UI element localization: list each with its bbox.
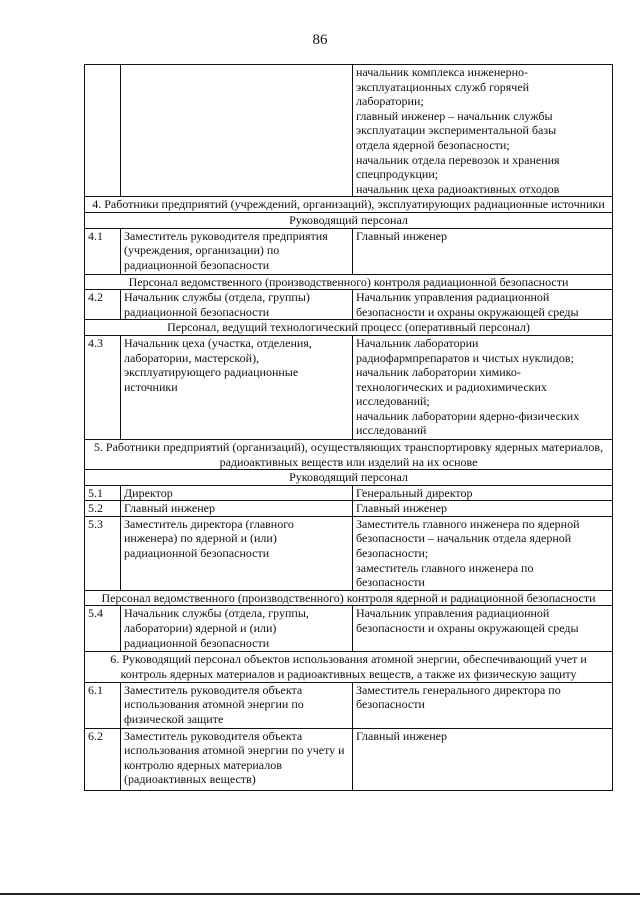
position-cell: Начальник цеха (участка, отделения, лаборатории, мастерской), эксплуатирующего радиационные источники bbox=[121, 335, 353, 439]
list-item: безопасности bbox=[356, 575, 425, 590]
table-row bbox=[85, 290, 613, 320]
table-row bbox=[85, 606, 613, 652]
section-5-header: 5. Работники предприятий (организаций), осуществляющих транспортировку ядерных материалов, радиоактивных веществ или изделий на их основе bbox=[85, 439, 613, 469]
position-cell: Начальник службы (отдела, группы) радиационной безопасности bbox=[121, 290, 353, 320]
subsection-title: Руководящий персонал bbox=[85, 212, 613, 228]
row-number: 6.1 bbox=[85, 682, 121, 728]
row-number: 4.3 bbox=[85, 335, 121, 439]
list-item: начальник цеха радиоактивных отходов bbox=[356, 181, 560, 196]
page-number: 86 bbox=[312, 32, 328, 48]
page-bottom-edge bbox=[0, 893, 640, 895]
row-number: 5.2 bbox=[85, 501, 121, 517]
list-item: исследований; bbox=[356, 394, 430, 409]
row-number: 4.2 bbox=[85, 290, 121, 320]
subsection-title: Персонал, ведущий технологический процесс (оперативный персонал) bbox=[85, 320, 613, 336]
table-row bbox=[85, 335, 613, 439]
list-item: эксплуатационных служб горячей bbox=[356, 79, 530, 94]
table-row bbox=[85, 501, 613, 517]
subsection-row bbox=[85, 590, 613, 606]
table-row bbox=[85, 228, 613, 274]
list-item: безопасности; bbox=[356, 546, 429, 561]
commission-cell: Главный инженер bbox=[353, 228, 613, 274]
list-item: исследований bbox=[356, 423, 427, 438]
position-cell: Заместитель руководителя предприятия (учреждения, организации) по радиационной безопасности bbox=[121, 228, 353, 274]
position-cell: Заместитель руководителя объекта использования атомной энергии по учету и контролю ядерных материалов (радиоактивных веществ) bbox=[121, 728, 353, 790]
table-row bbox=[85, 65, 613, 197]
section-header-row bbox=[85, 439, 613, 469]
list-item: радиофармпрепаратов и чистых нуклидов; bbox=[356, 350, 574, 365]
list-item: заместитель главного инженера по bbox=[356, 560, 534, 575]
list-item: Заместитель главного инженера по ядерной bbox=[356, 516, 580, 531]
personnel-table bbox=[84, 64, 613, 791]
list-item: Начальник лаборатории bbox=[356, 335, 479, 350]
position-cell: Директор bbox=[121, 485, 353, 501]
position-cell: Начальник службы (отдела, группы, лаборатории) ядерной и (или) радиационной безопасности bbox=[121, 606, 353, 652]
commission-cell: Начальник управления радиационной безопасности и охраны окружающей среды bbox=[353, 290, 613, 320]
section-header-row bbox=[85, 652, 613, 682]
commission-cell bbox=[353, 65, 613, 197]
section-header-row bbox=[85, 197, 613, 213]
section-4-header: 4. Работники предприятий (учреждений, организаций), эксплуатирующих радиационные источники bbox=[85, 197, 613, 213]
list-item: эксплуатации экспериментальной базы bbox=[356, 123, 557, 138]
commission-cell: Заместитель генерального директора по безопасности bbox=[353, 682, 613, 728]
list-item: технологических и радиохимических bbox=[356, 379, 547, 394]
commission-cell: Генеральный директор bbox=[353, 485, 613, 501]
commission-cell: Начальник управления радиационной безопасности и охраны окружающей среды bbox=[353, 606, 613, 652]
commission-cell bbox=[353, 516, 613, 590]
list-item: спецпродукции; bbox=[356, 167, 439, 182]
subsection-row bbox=[85, 320, 613, 336]
row-number: 5.4 bbox=[85, 606, 121, 652]
commission-cell: Главный инженер bbox=[353, 728, 613, 790]
subsection-title: Персонал ведомственного (производственного) контроля ядерной и радиационной безопасности bbox=[85, 590, 613, 606]
row-number: 6.2 bbox=[85, 728, 121, 790]
commission-cell bbox=[353, 335, 613, 439]
position-cell: Заместитель директора (главного инженера) по ядерной и (или) радиационной безопасности bbox=[121, 516, 353, 590]
position-cell: Заместитель руководителя объекта использования атомной энергии по физической защите bbox=[121, 682, 353, 728]
subsection-row bbox=[85, 470, 613, 486]
subsection-row bbox=[85, 212, 613, 228]
table-row bbox=[85, 485, 613, 501]
list-item: начальник отдела перевозок и хранения bbox=[356, 152, 560, 167]
list-item: главный инженер – начальник службы bbox=[356, 108, 553, 123]
row-number: 5.3 bbox=[85, 516, 121, 590]
list-item: начальник лаборатории химико- bbox=[356, 365, 521, 380]
list-item: начальник лаборатории ядерно-физических bbox=[356, 408, 580, 423]
list-item: безопасности – начальник отдела ядерной bbox=[356, 531, 572, 546]
number-cell bbox=[85, 65, 121, 197]
list-item: начальник комплекса инженерно- bbox=[356, 65, 528, 79]
list-item: отдела ядерной безопасности; bbox=[356, 137, 510, 152]
subsection-row bbox=[85, 274, 613, 290]
list-item: лаборатории; bbox=[356, 94, 424, 109]
subsection-title: Руководящий персонал bbox=[85, 470, 613, 486]
position-cell: Главный инженер bbox=[121, 501, 353, 517]
section-6-header: 6. Руководящий персонал объектов использования атомной энергии, обеспечивающий учет и контроль ядерных материалов и радиоактивных веществ, а также их физическую защиту bbox=[85, 652, 613, 682]
position-cell bbox=[121, 65, 353, 197]
table-row bbox=[85, 516, 613, 590]
row-number: 4.1 bbox=[85, 228, 121, 274]
commission-cell: Главный инженер bbox=[353, 501, 613, 517]
table-row bbox=[85, 728, 613, 790]
row-number: 5.1 bbox=[85, 485, 121, 501]
table-row bbox=[85, 682, 613, 728]
subsection-title: Персонал ведомственного (производственного) контроля радиационной безопасности bbox=[85, 274, 613, 290]
